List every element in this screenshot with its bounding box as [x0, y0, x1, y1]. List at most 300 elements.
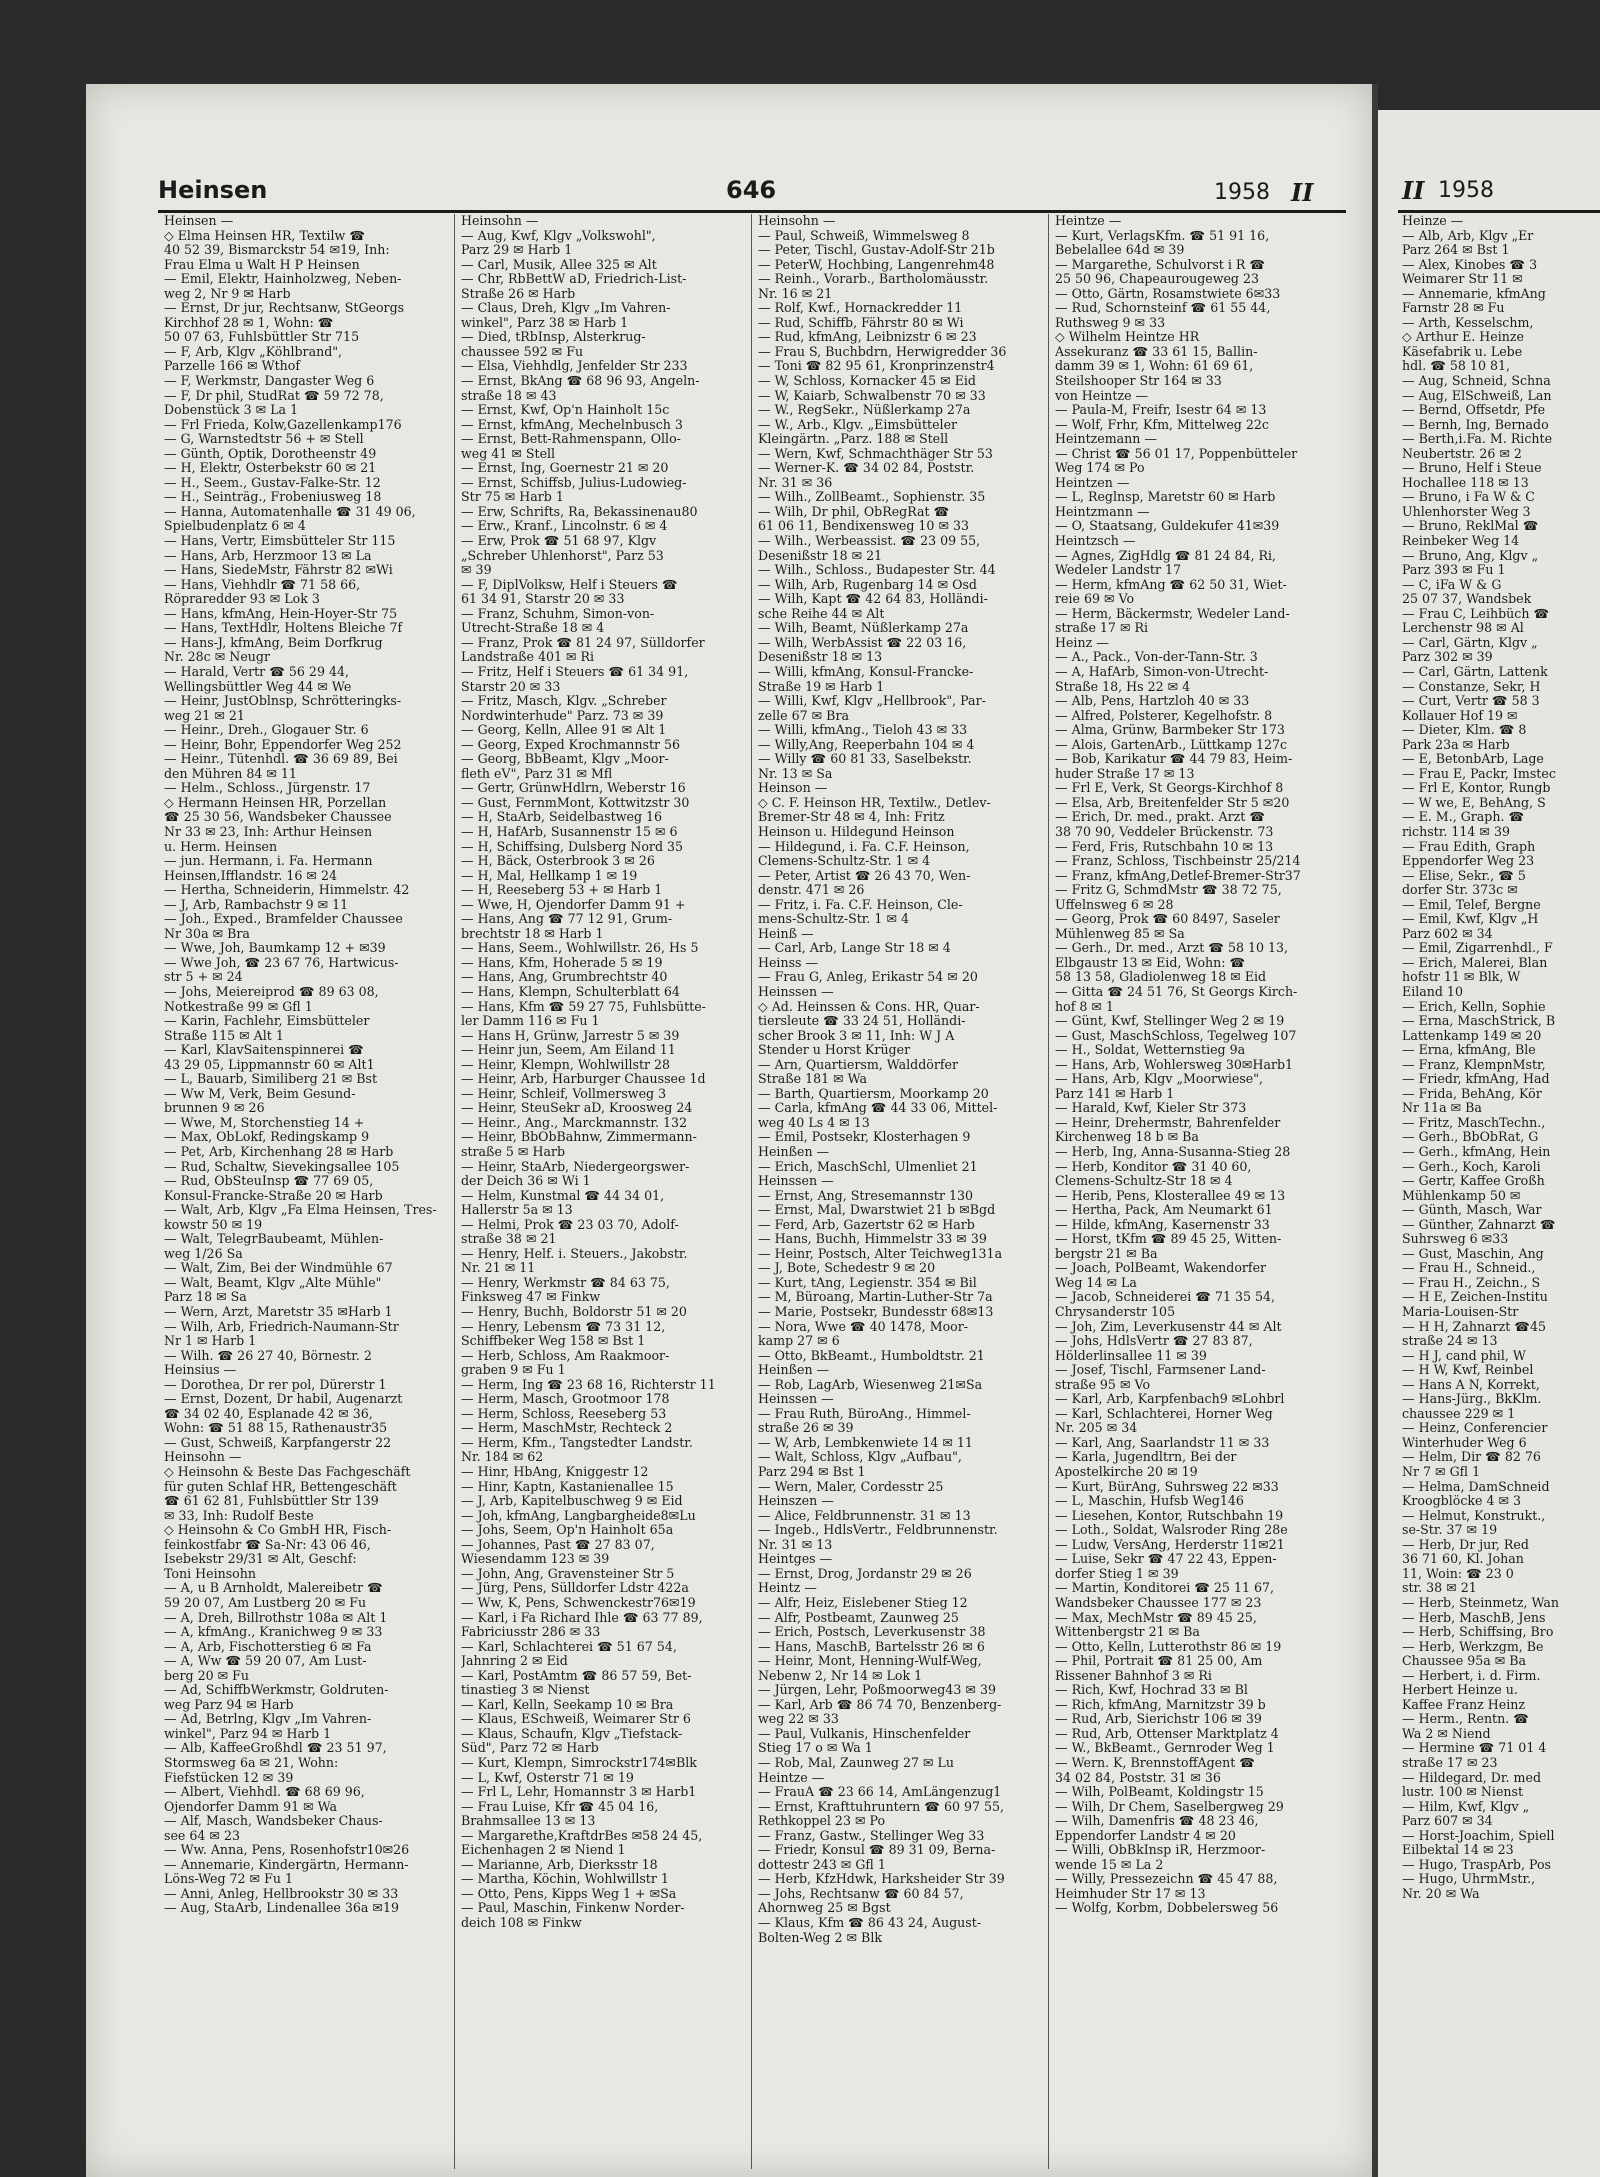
directory-entry-line: — Frida, BehAng, Kör: [1402, 1086, 1542, 1101]
directory-entry-line: — Claus, Dreh, Klgv „Im Vahren-: [461, 301, 671, 316]
directory-entry-line: Wittenbergstr 21 ✉ Ba: [1055, 1625, 1200, 1640]
directory-entry-line: — H., Seem., Gustav-Falke-Str. 12: [164, 475, 381, 490]
directory-entry-line: 40 52 39, Bismarckstr 54 ✉19, Inh:: [164, 243, 390, 258]
directory-entry-line: Hallerstr 5a ✉ 13: [461, 1203, 573, 1218]
directory-entry-line: Notkestraße 99 ✉ Gfl 1: [164, 999, 313, 1014]
directory-entry-line: ◇ C. F. Heinson HR, Textilw., Detlev-: [758, 795, 991, 810]
directory-entry-line: — Johannes, Past ☎ 27 83 07,: [461, 1537, 655, 1552]
directory-entry-line: — Frl L, Lehr, Homannstr 3 ✉ Harb1: [461, 1785, 697, 1800]
directory-entry-line: — Luise, Sekr ☎ 47 22 43, Eppen-: [1055, 1552, 1277, 1567]
directory-entry-line: Bremer-Str 48 ✉ 4, Inh: Fritz: [758, 810, 945, 825]
directory-entry-line: — Gerh., Koch, Karoli: [1402, 1159, 1541, 1174]
directory-entry-line: — Wern, Maler, Cordesstr 25: [758, 1479, 944, 1494]
directory-entry-line: — Karin, Fachlehr, Eimsbütteler: [164, 1014, 370, 1029]
directory-entry-line: — Rud, Schaltw, Sievekingsallee 105: [164, 1159, 400, 1174]
directory-entry-line: — H, StaArb, Seidelbastweg 16: [461, 810, 663, 825]
directory-entry-line: — Hertha, Pack, Am Neumarkt 61: [1055, 1203, 1273, 1218]
directory-entry-line: — Wern. K, BrennstoffAgent ☎: [1055, 1755, 1255, 1770]
directory-entry-line: — Agnes, ZigHdlg ☎ 81 24 84, Ri,: [1055, 548, 1277, 563]
directory-entry-line: straße 17 ✉ 23: [1402, 1755, 1498, 1770]
directory-entry-line: richstr. 114 ✉ 39: [1402, 824, 1510, 839]
directory-entry-line: chaussee 592 ✉ Fu: [461, 344, 584, 359]
directory-entry-line: Kaffee Franz Heinz: [1402, 1697, 1525, 1712]
directory-entry-line: Heintzsch —: [1055, 534, 1136, 549]
directory-entry-line: — Rob, LagArb, Wiesenweg 21✉Sa: [758, 1377, 983, 1392]
directory-entry-line: — Anni, Anleg, Hellbrookstr 30 ✉ 33: [164, 1886, 399, 1901]
directory-entry-line: — Ernst, Krafttuhruntern ☎ 60 97 55,: [758, 1799, 1005, 1814]
right-year: 1958: [1438, 178, 1494, 203]
directory-entry-line: Clemens-Schultz-Str. 1 ✉ 4: [758, 854, 931, 869]
directory-entry-line: — Heinr, Bohr, Eppendorfer Weg 252: [164, 737, 402, 752]
directory-entry-line: Rethkoppel 23 ✉ Po: [758, 1814, 886, 1829]
directory-entry-line: — Nora, Wwe ☎ 40 1478, Moor-: [758, 1319, 969, 1334]
directory-entry-line: — H W, Kwf, Reinbel: [1402, 1363, 1534, 1378]
directory-entry-line: — A, Arb, Fischotterstieg 6 ✉ Fa: [164, 1639, 372, 1654]
directory-entry-line: — Herm, Bäckermstr, Wedeler Land-: [1055, 606, 1290, 621]
directory-entry-line: — W., RegSekr., Nüßlerkamp 27a: [758, 403, 971, 418]
directory-entry-line: 34 02 84, Poststr. 31 ✉ 36: [1055, 1770, 1221, 1785]
directory-entry-line: — F, Werkmstr, Dangaster Weg 6: [164, 374, 375, 389]
directory-entry-line: — Carl, Arb, Lange Str 18 ✉ 4: [758, 941, 951, 956]
directory-entry-line: Farnstr 28 ✉ Fu: [1402, 301, 1505, 316]
directory-entry-line: Heintzemann —: [1055, 432, 1157, 447]
directory-entry-line: — Constanze, Sekr, H: [1402, 679, 1541, 694]
directory-entry-line: — Margarethe,KraftdrBes ✉58 24 45,: [461, 1828, 703, 1843]
directory-entry-line: — Hans, Kfm ☎ 59 27 75, Fuhlsbütte-: [461, 999, 706, 1014]
directory-entry-line: — Hans, Arb, Herzmoor 13 ✉ La: [164, 548, 372, 563]
entry-column-4: [1049, 214, 1346, 2169]
directory-entry-line: 36 71 60, Kl. Johan: [1402, 1552, 1524, 1567]
directory-entry-line: — Carl, Gärtn, Lattenk: [1402, 664, 1548, 679]
directory-entry-line: Wa 2 ✉ Niend: [1402, 1726, 1491, 1741]
directory-entry-line: — Frau G, Anleg, Erikastr 54 ✉ 20: [758, 970, 978, 985]
running-head-name: Heinsen: [158, 176, 268, 204]
directory-entry-line: — Paul, Schweiß, Wimmelsweg 8: [758, 228, 970, 243]
directory-entry-line: — Elsa, Viehhdlg, Jenfelder Str 233: [461, 359, 688, 374]
directory-entry-line: — Hans, Kfm, Hoherade 5 ✉ 19: [461, 955, 663, 970]
directory-entry-line: — Walt, TelegrBaubeamt, Mühlen-: [164, 1232, 384, 1247]
directory-entry-line: — Bruno, i Fa W & C: [1402, 490, 1535, 505]
directory-entry-line: Bebelallee 64d ✉ 39: [1055, 243, 1185, 258]
directory-entry-line: — L, Reglnsp, Maretstr 60 ✉ Harb: [1055, 490, 1276, 505]
directory-entry-line: — Rich, kfmAng, Marnitzstr 39 b: [1055, 1697, 1266, 1712]
directory-entry-line: winkel", Parz 38 ✉ Harb 1: [461, 315, 629, 330]
directory-entry-line: Reinbeker Weg 14: [1402, 534, 1520, 549]
directory-entry-line: — J, Arb, Rambachstr 9 ✉ 11: [164, 897, 349, 912]
directory-entry-line: Desenißstr 18 ✉ 21: [758, 548, 883, 563]
directory-entry-line: Wellingsbüttler Weg 44 ✉ We: [164, 679, 352, 694]
directory-entry-line: — G, Warnstedtstr 56 + ✉ Stell: [164, 432, 364, 447]
right-entry-column: [1402, 214, 1600, 2169]
directory-entry-line: Frau Elma u Walt H P Heinsen: [164, 257, 360, 272]
directory-entry-line: — Dorothea, Dr rer pol, Dürerstr 1: [164, 1377, 387, 1392]
directory-entry-line: — Alfred, Polsterer, Kegelhofstr. 8: [1055, 708, 1273, 723]
directory-entry-line: — Christ ☎ 56 01 17, Poppenbütteler: [1055, 446, 1298, 461]
directory-entry-line: Kleingärtn. „Parz. 188 ✉ Stell: [758, 432, 949, 447]
directory-entry-line: der Deich 36 ✉ Wi 1: [461, 1174, 591, 1189]
directory-entry-line: weg 1/26 Sa: [164, 1246, 243, 1261]
directory-entry-line: — Franz, kfmAng,Detlef-Bremer-Str37: [1055, 868, 1301, 883]
directory-entry-line: feinkostfabr ☎ Sa-Nr: 43 06 46,: [164, 1537, 371, 1552]
directory-entry-line: — Kurt, VerlagsKfm. ☎ 51 91 16,: [1055, 228, 1270, 243]
entry-column-1: [158, 214, 455, 2169]
directory-entry-line: Parz 141 ✉ Harb 1: [1055, 1086, 1175, 1101]
directory-entry-line: — Gitta ☎ 24 51 76, St Georgs Kirch-: [1055, 984, 1298, 999]
directory-entry-line: — Wilh, Beamt, Nüßlerkamp 27a: [758, 621, 969, 636]
directory-entry-line: — Ludw, VersAng, Herderstr 11✉21: [1055, 1537, 1285, 1552]
directory-entry-line: Süd", Parz 72 ✉ Harb: [461, 1741, 599, 1756]
directory-entry-line: — Johs, HdlsVertr ☎ 27 83 87,: [1055, 1334, 1253, 1349]
directory-entry-line: — Frau C, Leihbüch ☎: [1402, 606, 1550, 621]
directory-entry-line: scher Brook 3 ✉ 11, Inh: W J A: [758, 1028, 955, 1043]
directory-entry-line: — Günt, Kwf, Stellinger Weg 2 ✉ 19: [1055, 1014, 1285, 1029]
directory-entry-line: — Herb, Werkzgm, Be: [1402, 1639, 1544, 1654]
directory-entry-line: sche Reihe 44 ✉ Alt: [758, 606, 885, 621]
directory-entry-line: — Berth,i.Fa. M. Richte: [1402, 432, 1553, 447]
directory-entry-line: — Hans, Buchh, Himmelstr 33 ✉ 39: [758, 1232, 987, 1247]
directory-entry-line: — Horst, tKfm ☎ 89 45 25, Witten-: [1055, 1232, 1282, 1247]
directory-entry-line: — Kurt, BürAng, Suhrsweg 22 ✉33: [1055, 1479, 1279, 1494]
directory-entry-line: — Franz, Schuhm, Simon-von-: [461, 606, 655, 621]
directory-entry-line: — Rud, Schornsteinf ☎ 61 55 44,: [1055, 301, 1271, 316]
directory-entry-line: — Gerh., BbObRat, G: [1402, 1130, 1539, 1145]
directory-entry-line: — Arth, Kesselschm,: [1402, 315, 1534, 330]
directory-entry-line: — Rud, Arb, Sierichstr 106 ✉ 39: [1055, 1712, 1262, 1727]
directory-entry-line: — Barth, Quartiersm, Moorkamp 20: [758, 1086, 989, 1101]
directory-entry-line: — Hans, Ang, Grumbrechtstr 40: [461, 970, 668, 985]
directory-entry-line: — Ingeb., HdlsVertr., Feldbrunnenstr.: [758, 1523, 998, 1538]
directory-entry-line: — FrauA ☎ 23 66 14, AmLängenzug1: [758, 1785, 1002, 1800]
directory-entry-line: Str 75 ✉ Harb 1: [461, 490, 564, 505]
directory-entry-line: — E. M., Graph. ☎: [1402, 810, 1525, 825]
directory-entry-line: — A, kfmAng., Kranichweg 9 ✉ 33: [164, 1625, 383, 1640]
directory-entry-line: Nr. 31 ✉ 13: [758, 1537, 833, 1552]
directory-entry-line: damm 39 ✉ 1, Wohn: 61 69 61,: [1055, 359, 1254, 374]
directory-entry-line: — E, BetonbArb, Lage: [1402, 752, 1544, 767]
directory-entry-line: — Heinr., Dreh., Glogauer Str. 6: [164, 723, 369, 738]
directory-entry-line: — Jürg, Pens, Sülldorfer Ldstr 422a: [461, 1581, 689, 1596]
directory-entry-line: dorfer Str. 373c ✉: [1402, 883, 1518, 898]
directory-entry-line: dorfer Stieg 1 ✉ 39: [1055, 1566, 1179, 1581]
directory-entry-line: — Helm., Schloss., Jürgenstr. 17: [164, 781, 371, 796]
directory-entry-line: — Pet, Arb, Kirchenhang 28 ✉ Harb: [164, 1145, 394, 1159]
directory-entry-line: — Joh, Zim, Leverkusenstr 44 ✉ Alt: [1055, 1319, 1282, 1334]
directory-entry-line: — Heinr., Tütenhdl. ☎ 36 69 89, Bei: [164, 752, 398, 767]
directory-entry-line: Heinsohn —: [461, 214, 539, 228]
entry-column-3: [752, 214, 1049, 2169]
directory-entry-line: Heinsohn —: [758, 214, 836, 228]
directory-entry-line: — H J, cand phil, W: [1402, 1348, 1526, 1363]
directory-entry-line: Heintzen —: [1055, 475, 1130, 490]
directory-entry-line: — Joh, kfmAng, Langbargheide8✉Lu: [461, 1508, 696, 1523]
directory-entry-line: Parz 607 ✉ 34: [1402, 1814, 1493, 1829]
directory-entry-line: ✉ 33, Inh: Rudolf Beste: [164, 1508, 314, 1523]
directory-entry-line: see 64 ✉ 23: [164, 1828, 240, 1843]
directory-entry-line: Nr. 21 ✉ 11: [461, 1261, 536, 1276]
directory-entry-line: — J, Bote, Schedestr 9 ✉ 20: [758, 1261, 936, 1276]
directory-entry-line: — Frau Ruth, BüroAng., Himmel-: [758, 1406, 971, 1421]
directory-entry-line: — Phil, Portrait ☎ 81 25 00, Am: [1055, 1654, 1263, 1669]
directory-entry-line: — Henry, Helf. i. Steuers., Jakobstr.: [461, 1246, 688, 1261]
directory-entry-line: — Helmut, Konstrukt.,: [1402, 1508, 1546, 1523]
directory-entry-line: — A, Ww ☎ 59 20 07, Am Lust-: [164, 1654, 367, 1669]
directory-entry-line: straße 24 ✉ 13: [1402, 1334, 1498, 1349]
directory-entry-line: — Hildegard, Dr. med: [1402, 1770, 1542, 1785]
directory-entry-line: — jun. Hermann, i. Fa. Hermann: [164, 854, 373, 869]
directory-entry-line: wende 15 ✉ La 2: [1055, 1857, 1164, 1872]
directory-entry-line: Parz 29 ✉ Harb 1: [461, 243, 573, 258]
directory-entry-line: Nr. 20 ✉ Wa: [1402, 1886, 1480, 1901]
directory-entry-line: Straße 181 ✉ Wa: [758, 1072, 868, 1087]
directory-entry-line: — Willi, Kwf, Klgv „Hellbrook", Par-: [758, 694, 986, 709]
directory-entry-line: — Martin, Konditorei ☎ 25 11 67,: [1055, 1581, 1275, 1596]
directory-entry-line: Kirchenweg 18 b ✉ Ba: [1055, 1130, 1199, 1145]
directory-entry-line: — Klaus, Kfm ☎ 86 43 24, August-: [758, 1915, 982, 1930]
directory-entry-line: — Hans-J, kfmAng, Beim Dorfkrug: [164, 635, 383, 650]
directory-entry-line: ◇ Ad. Heinssen & Cons. HR, Quar-: [758, 999, 980, 1014]
directory-entry-line: — Helma, DamSchneid: [1402, 1479, 1550, 1494]
directory-entry-line: — Horst-Joachim, Spiell: [1402, 1828, 1555, 1843]
directory-entry-line: — F, Dr phil, StudRat ☎ 59 72 78,: [164, 388, 384, 403]
directory-entry-line: — Georg, Kelln, Allee 91 ✉ Alt 1: [461, 723, 667, 738]
directory-entry-line: Kollauer Hof 19 ✉: [1402, 708, 1518, 723]
directory-entry-line: — Walt, Beamt, Klgv „Alte Mühle": [164, 1275, 382, 1290]
directory-entry-line: — Annemarie, kfmAng: [1402, 286, 1546, 301]
directory-entry-line: 43 29 05, Lippmannstr 60 ✉ Alt1: [164, 1057, 375, 1072]
directory-entry-line: — Helm, Kunstmal ☎ 44 34 01,: [461, 1188, 665, 1203]
directory-entry-line: — Frau Luise, Kfr ☎ 45 04 16,: [461, 1799, 659, 1814]
directory-entry-line: — Hans, Ang ☎ 77 12 91, Grum-: [461, 912, 673, 927]
directory-entry-line: — Heinz, Conferencier: [1402, 1421, 1548, 1436]
directory-entry-line: — Karl, i Fa Richard Ihle ☎ 63 77 89,: [461, 1610, 703, 1625]
directory-entry-line: — Reinh., Vorarb., Bartholomäusstr.: [758, 272, 989, 287]
directory-entry-line: — Wilh., Werbeassist. ☎ 23 09 55,: [758, 534, 981, 549]
directory-entry-line: — Max, ObLokf, Redingskamp 9: [164, 1130, 370, 1145]
directory-entry-line: Kirchhof 28 ✉ 1, Wohn: ☎: [164, 315, 334, 330]
directory-entry-line: — L, Bauarb, Similiberg 21 ✉ Bst: [164, 1072, 378, 1087]
directory-entry-line: str 5 + ✉ 24: [164, 970, 243, 985]
directory-entry-line: Fiefstücken 12 ✉ 39: [164, 1770, 294, 1785]
directory-entry-line: — Herb, Steinmetz, Wan: [1402, 1595, 1559, 1610]
directory-entry-line: — Karl, Schlachterei, Horner Weg: [1055, 1406, 1273, 1421]
directory-entry-line: Schiffbeker Weg 158 ✉ Bst 1: [461, 1334, 646, 1349]
directory-entry-line: — Herm, Kfm., Tangstedter Landstr.: [461, 1435, 693, 1450]
directory-entry-line: — W we, E, BehAng, S: [1402, 795, 1546, 810]
directory-entry-line: — Johs, Seem, Op'n Hainholt 65a: [461, 1523, 674, 1538]
directory-entry-line: u. Herm. Heinsen: [164, 839, 278, 854]
directory-entry-line: — Marianne, Arb, Dierksstr 18: [461, 1857, 658, 1872]
directory-entry-line: Heinsohn —: [164, 1450, 242, 1465]
directory-entry-line: — Rud, Arb, Ottenser Marktplatz 4: [1055, 1726, 1279, 1741]
directory-entry-line: — Ad, SchiffbWerkmstr, Goldruten-: [164, 1683, 389, 1698]
directory-entry-line: — Rud, Schiffb, Fährstr 80 ✉ Wi: [758, 315, 964, 330]
directory-entry-line: lustr. 100 ✉ Nienst: [1402, 1785, 1524, 1800]
directory-entry-line: brechtstr 18 ✉ Harb 1: [461, 926, 604, 941]
directory-entry-line: winkel", Parz 94 ✉ Harb 1: [164, 1726, 332, 1741]
directory-entry-line: — H, HafArb, Susannenstr 15 ✉ 6: [461, 824, 678, 839]
directory-entry-line: — Heinr, Klempn, Wohlwillstr 28: [461, 1057, 671, 1072]
directory-entry-line: — Herb, Konditor ☎ 31 40 60,: [1055, 1159, 1252, 1174]
directory-entry-line: — Bruno, Ang, Klgv „: [1402, 548, 1539, 563]
directory-entry-line: — A, u B Arnholdt, Malereibetr ☎: [164, 1581, 383, 1596]
directory-entry-line: straße 95 ✉ Vo: [1055, 1377, 1151, 1392]
directory-entry-line: ◇ Heinsohn & Co GmbH HR, Fisch-: [164, 1523, 392, 1538]
directory-entry-line: Röpraredder 93 ✉ Lok 3: [164, 592, 320, 607]
directory-entry-line: — PeterW, Hochbing, Langenrehm48: [758, 257, 995, 272]
directory-entry-line: — Ernst, Kwf, Op'n Hainholt 15c: [461, 403, 670, 418]
directory-entry-line: — Alex, Kinobes ☎ 3: [1402, 257, 1538, 272]
directory-entry-line: — C, iFa W & G: [1402, 577, 1502, 592]
directory-entry-line: Bolten-Weg 2 ✉ Blk: [758, 1930, 882, 1945]
directory-entry-line: — Annemarie, Kindergärtn, Hermann-: [164, 1857, 409, 1872]
directory-entry-line: Nr. 28c ✉ Neugr: [164, 650, 270, 665]
directory-entry-line: — Alice, Feldbrunnenstr. 31 ✉ 13: [758, 1508, 971, 1523]
directory-entry-line: — Frl E, Verk, St Georgs-Kirchhof 8: [1055, 781, 1284, 796]
directory-entry-line: Weg 174 ✉ Po: [1055, 461, 1145, 476]
directory-entry-line: — Helmi, Prok ☎ 23 03 70, Adolf-: [461, 1217, 679, 1232]
directory-entry-line: tiersleute ☎ 33 24 51, Holländi-: [758, 1014, 966, 1029]
directory-entry-line: — W, Schloss, Kornacker 45 ✉ Eid: [758, 374, 976, 389]
directory-entry-line: — Heinr., Ang., Marckmannstr. 132: [461, 1115, 688, 1130]
directory-entry-line: — Herb, MaschB, Jens: [1402, 1610, 1546, 1625]
directory-entry-line: den Mühren 84 ✉ 11: [164, 766, 297, 781]
directory-entry-line: — Paula-M, Freifr, Isestr 64 ✉ 13: [1055, 403, 1267, 418]
directory-entry-line: — Franz, Gastw., Stellinger Weg 33: [758, 1828, 985, 1843]
directory-entry-line: — Werner-K. ☎ 34 02 84, Poststr.: [758, 461, 975, 476]
directory-entry-line: — Erich, Malerei, Blan: [1402, 955, 1548, 970]
directory-entry-line: Heintze —: [1055, 214, 1122, 228]
directory-entry-line: — Willi, ObBkInsp iR, Herzmoor-: [1055, 1843, 1266, 1858]
directory-entry-line: Hochallee 118 ✉ 13: [1402, 475, 1529, 490]
directory-entry-line: ◇ Heinsohn & Beste Das Fachgeschäft: [164, 1465, 411, 1480]
directory-entry-line: Heintges —: [758, 1552, 833, 1567]
directory-entry-line: — Walt, Schloss, Klgv „Aufbau",: [758, 1450, 962, 1465]
directory-entry-line: — Helm, Dir ☎ 82 76: [1402, 1450, 1541, 1465]
directory-entry-line: — Erw, Prok ☎ 51 68 97, Klgv: [461, 534, 657, 549]
directory-entry-line: — Ernst, kfmAng, Mechelnbusch 3: [461, 417, 683, 432]
directory-entry-line: Lerchenstr 98 ✉ Al: [1402, 621, 1524, 636]
directory-entry-line: — Alb, Arb, Klgv „Er: [1402, 228, 1534, 243]
directory-entry-line: — Joach, PolBeamt, Wakendorfer: [1055, 1261, 1267, 1276]
directory-entry-line: — Alfr, Postbeamt, Zaunweg 25: [758, 1610, 959, 1625]
directory-entry-line: Heintze —: [758, 1770, 825, 1785]
directory-entry-line: Heinss —: [758, 955, 819, 970]
directory-entry-line: — Wwe, M, Storchenstieg 14 +: [164, 1115, 365, 1130]
directory-entry-line: — Hans, SiedeMstr, Fährstr 82 ✉Wi: [164, 563, 393, 578]
directory-entry-line: Heinssen —: [758, 984, 834, 999]
directory-entry-line: — Paul, Vulkanis, Hinschenfelder: [758, 1726, 971, 1741]
directory-entry-line: weg Parz 94 ✉ Harb: [164, 1697, 294, 1712]
directory-entry-line: — Ernst, Mal, Dwarstwiet 21 b ✉Bgd: [758, 1203, 996, 1218]
directory-entry-line: Jahnring 2 ✉ Eid: [461, 1654, 568, 1669]
directory-entry-line: — Harald, Kwf, Kieler Str 373: [1055, 1101, 1247, 1116]
directory-entry-line: dottestr 243 ✉ Gfl 1: [758, 1857, 886, 1872]
directory-entry-line: ☎ 25 30 56, Wandsbeker Chaussee: [164, 810, 392, 825]
directory-entry-line: — Fritz G, SchmdMstr ☎ 38 72 75,: [1055, 883, 1282, 898]
directory-entry-line: Straße 18, Hs 22 ✉ 4: [1055, 679, 1191, 694]
directory-entry-line: — Aug, Kwf, Klgv „Volkswohl",: [461, 228, 656, 243]
directory-entry-line: — Gust, Maschin, Ang: [1402, 1246, 1544, 1261]
directory-entry-line: — Herb, Schiffsing, Bro: [1402, 1625, 1554, 1640]
directory-entry-line: — Erich, Dr. med., prakt. Arzt ☎: [1055, 810, 1266, 825]
directory-entry-line: chaussee 229 ✉ 1: [1402, 1406, 1516, 1421]
directory-entry-line: — Hans-Jürg., BkKlm.: [1402, 1392, 1542, 1407]
directory-entry-line: — Marie, Postsekr, Bundesstr 68✉13: [758, 1305, 994, 1320]
directory-entry-line: — Jacob, Schneiderei ☎ 71 35 54,: [1055, 1290, 1276, 1305]
directory-entry-line: — A, HafArb, Simon-von-Utrecht-: [1055, 664, 1269, 679]
directory-entry-line: ler Damm 116 ✉ Fu 1: [461, 1014, 600, 1029]
directory-entry-line: deich 108 ✉ Finkw: [461, 1915, 582, 1930]
directory-entry-line: — Peter, Tischl, Gustav-Adolf-Str 21b: [758, 243, 995, 258]
directory-entry-line: — Gust, MaschSchloss, Tegelweg 107: [1055, 1028, 1297, 1043]
directory-entry-line: — Otto, BkBeamt., Humboldtstr. 21: [758, 1348, 985, 1363]
directory-entry-line: — Rud, kfmAng, Leibnizstr 6 ✉ 23: [758, 330, 977, 345]
directory-entry-line: Parz 18 ✉ Sa: [164, 1290, 247, 1305]
directory-entry-line: — Georg, Exped Krochmannstr 56: [461, 737, 681, 752]
directory-entry-line: — Henry, Werkmstr ☎ 84 63 75,: [461, 1275, 670, 1290]
directory-entry-line: — H., Soldat, Wetternstieg 9a: [1055, 1043, 1246, 1058]
directory-entry-line: — H, Elektr, Osterbekstr 60 ✉ 21: [164, 461, 377, 476]
directory-entry-line: Nr 30a ✉ Bra: [164, 926, 250, 941]
entry-columns: [158, 214, 1348, 2169]
directory-entry-line: Heinz —: [1055, 635, 1109, 650]
directory-entry-line: weg 41 ✉ Stell: [461, 446, 556, 461]
directory-entry-line: brunnen 9 ✉ 26: [164, 1101, 265, 1116]
directory-entry-line: — Karl, Arb ☎ 86 74 70, Benzenberg-: [758, 1697, 1002, 1712]
directory-entry-line: — Hilde, kfmAng, Kasernenstr 33: [1055, 1217, 1270, 1232]
directory-entry-line: 38 70 90, Veddeler Brückenstr. 73: [1055, 824, 1274, 839]
directory-entry-line: — Franz, Prok ☎ 81 24 97, Sülldorfer: [461, 635, 705, 650]
directory-entry-line: — Curt, Vertr ☎ 58 3: [1402, 694, 1540, 709]
directory-entry-line: — Karl, Ang, Saarlandstr 11 ✉ 33: [1055, 1435, 1270, 1450]
directory-entry-line: — Ww. Anna, Pens, Rosenhofstr10✉26: [164, 1843, 410, 1858]
directory-entry-line: denstr. 471 ✉ 26: [758, 883, 865, 898]
directory-entry-line: zelle 67 ✉ Bra: [758, 708, 849, 723]
directory-entry-line: — Wwe, H, Öjendorfer Damm 91 +: [461, 897, 686, 912]
directory-entry-line: Nr 11a ✉ Ba: [1402, 1101, 1482, 1116]
directory-entry-line: — O, Staatsang, Guldekufer 41✉39: [1055, 519, 1280, 534]
directory-entry-line: Heinß —: [758, 926, 814, 941]
directory-entry-line: — Herm, kfmAng ☎ 62 50 31, Wiet-: [1055, 577, 1287, 592]
directory-entry-line: — Günth, Optik, Dorotheenstr 49: [164, 446, 377, 461]
directory-entry-line: — Ferd, Fris, Rutschbahn 10 ✉ 13: [1055, 839, 1274, 854]
directory-entry-line: — Wilh. ☎ 26 27 40, Börnestr. 2: [164, 1348, 372, 1363]
directory-entry-line: — Aug, ElSchweiß, Lan: [1402, 388, 1552, 403]
directory-entry-line: — Martha, Köchin, Wohlwillstr 1: [461, 1872, 669, 1887]
directory-entry-line: Herbert Heinze u.: [1402, 1683, 1518, 1698]
directory-entry-line: bergstr 21 ✉ Ba: [1055, 1246, 1158, 1261]
directory-entry-line: ☎ 61 62 81, Fuhlsbüttler Str 139: [164, 1494, 379, 1509]
directory-entry-line: — Georg, BbBeamt, Klgv „Moor-: [461, 752, 669, 767]
directory-entry-line: Eichenhagen 2 ✉ Niend 1: [461, 1843, 626, 1858]
directory-entry-line: — Wolf, Frhr, Kfm, Mittelweg 22c: [1055, 417, 1269, 432]
directory-entry-line: weg 2, Nr 9 ✉ Harb: [164, 286, 291, 301]
directory-entry-line: — A., Pack., Von-der-Tann-Str. 3: [1055, 650, 1258, 665]
header-rule: [158, 210, 1346, 213]
directory-entry-line: — Hertha, Schneiderin, Himmelstr. 42: [164, 883, 410, 898]
directory-entry-line: Spielbudenplatz 6 ✉ 4: [164, 519, 306, 534]
directory-entry-line: Uffelnsweg 6 ✉ 28: [1055, 897, 1174, 912]
directory-entry-line: — A, Dreh, Billrothstr 108a ✉ Alt 1: [164, 1610, 388, 1625]
directory-entry-line: Nr 1 ✉ Harb 1: [164, 1334, 257, 1349]
directory-entry-line: — Kurt, tAng, Legienstr. 354 ✉ Bil: [758, 1275, 977, 1290]
directory-entry-line: Park 23a ✉ Harb: [1402, 737, 1510, 752]
directory-entry-line: — Otto, Kelln, Lutterothstr 86 ✉ 19: [1055, 1639, 1282, 1654]
directory-entry-line: Isebekstr 29/31 ✉ Alt, Geschf:: [164, 1552, 357, 1567]
directory-entry-line: — Herb, Dr jur, Red: [1402, 1537, 1529, 1552]
directory-entry-line: Kroogblöcke 4 ✉ 3: [1402, 1494, 1522, 1509]
directory-entry-line: Heinsen —: [164, 214, 234, 228]
